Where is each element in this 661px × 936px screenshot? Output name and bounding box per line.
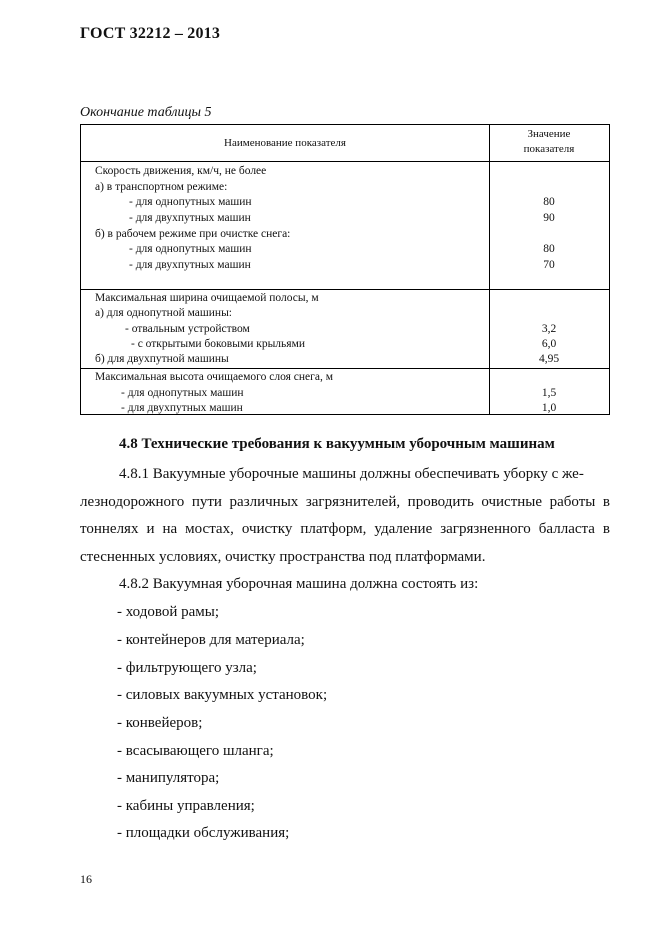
paragraph-line: 4.8.1 Вакуумные уборочные машины должны обеспечивать уборку с же- (119, 466, 584, 482)
list-item: - манипулятора; (117, 770, 220, 786)
row-label: а) в транспортном режиме: (95, 181, 228, 193)
paragraph-line: лезнодорожного пути различных загрязнителей, проводить очистные работы в (80, 494, 610, 510)
row-label: - для однопутных машин (129, 196, 252, 208)
paragraph-line: стесненных условиях, очистку пространства под платформами. (80, 549, 486, 565)
list-item: - фильтрующего узла; (117, 660, 257, 676)
row-value: 1,5 (541, 387, 557, 399)
row-label: Максимальная ширина очищаемой полосы, м (95, 292, 319, 304)
column-header-value-line2: показателя (523, 143, 575, 155)
list-item: - площадки обслуживания; (117, 825, 290, 841)
paragraph-line: тоннелях и на мостах, очистку платформ, удаление загрязненного балласта в (80, 521, 610, 537)
list-item: - конвейеров; (117, 715, 203, 731)
list-item: - ходовой рамы; (117, 604, 220, 620)
section-heading: 4.8 Технические требования к вакуумным уборочным машинам (119, 436, 555, 452)
document-header: ГОСТ 32212 – 2013 (80, 25, 221, 42)
row-label: - для двухпутных машин (121, 402, 243, 414)
list-item: - силовых вакуумных установок; (117, 687, 328, 703)
row-label: б) для двухпутной машины (95, 353, 229, 365)
group-divider (81, 289, 609, 290)
paragraph-line: 4.8.2 Вакуумная уборочная машина должна состоять из: (119, 576, 479, 592)
row-value: 80 (543, 243, 555, 255)
row-label: - с открытыми боковыми крыльями (131, 338, 306, 350)
column-header-value-line1: Значение (527, 128, 571, 140)
column-header-value (489, 127, 609, 157)
column-header-name: Наименование показателя (224, 137, 346, 149)
group-divider (81, 368, 609, 369)
row-value: 6,0 (541, 338, 557, 350)
table-caption: Окончание таблицы 5 (80, 105, 212, 120)
row-value: 70 (543, 259, 555, 271)
row-label: б) в рабочем режиме при очистке снега: (95, 228, 291, 240)
row-value: 4,95 (538, 353, 560, 365)
row-label: - для однопутных машин (121, 387, 244, 399)
row-label: - для двухпутных машин (129, 212, 251, 224)
row-label: - для однопутных машин (129, 243, 252, 255)
row-label: - для двухпутных машин (129, 259, 251, 271)
row-value: 3,2 (541, 323, 557, 335)
list-item: - всасывающего шланга; (117, 743, 274, 759)
row-label: Максимальная высота очищаемого слоя снега, м (95, 371, 333, 383)
row-label: - отвальным устройством (125, 323, 250, 335)
list-item: - контейнеров для материала; (117, 632, 305, 648)
page-number: 16 (80, 872, 92, 886)
header-divider (81, 161, 609, 162)
row-value: 1,0 (541, 402, 557, 414)
row-label: а) для однопутной машины: (95, 307, 232, 319)
data-table (80, 124, 610, 415)
row-label: Скорость движения, км/ч, не более (95, 165, 267, 177)
row-value: 90 (543, 212, 555, 224)
row-value: 80 (543, 196, 555, 208)
list-item: - кабины управления; (117, 798, 255, 814)
